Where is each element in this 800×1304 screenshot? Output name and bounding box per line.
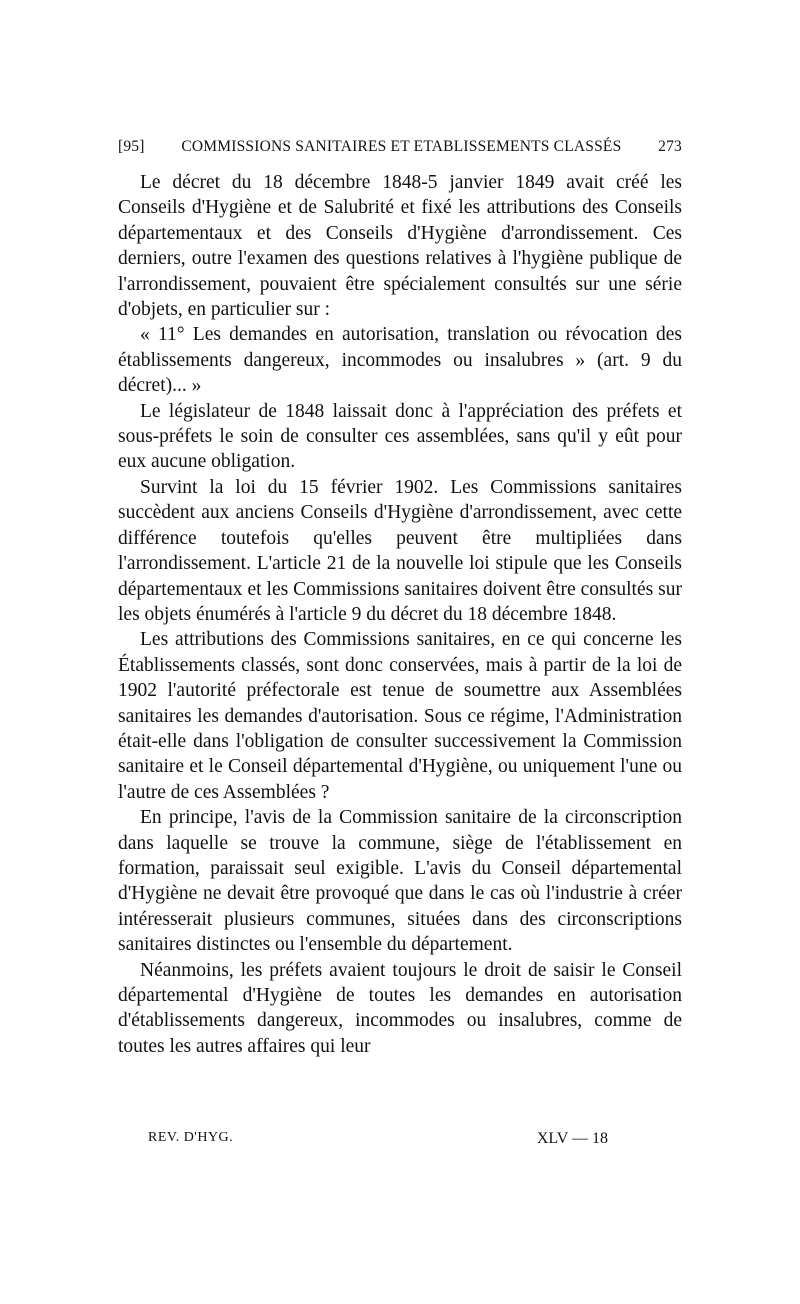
paragraph: Les attributions des Commissions sanitaires, en ce qui concerne les Établissements classés, sont donc conservées, mais à partir de la loi de 1902 l'autorité préfectorale est tenue de soumettre aux Assemblées sanitaires les demandes d'autorisation. Sous ce régime, l'Administration était-elle dans l'obligation de consulter successivement la Commission sanitaire et le Conseil départemental d'Hygiène, ou uniquement l'une ou l'autre de ces Assemblées ? (118, 629, 682, 803)
running-header (118, 138, 682, 156)
paragraph: « 11° Les demandes en autorisation, translation ou révocation des établissements dangereux, incommodes ou insalubres » (art. 9 du décret)... » (118, 324, 682, 397)
paragraph: Le décret du 18 décembre 1848-5 janvier 1849 avait créé les Conseils d'Hygiène et de Salubrité et fixé les attributions des Conseils départementaux et des Conseils d'Hygiène d'arrondissement. Ces derniers, outre l'examen des questions relatives à l'hygiène publique de l'arrondissement, pouvaient être spécialement consultés sur une série d'objets, en particulier sur : (118, 172, 682, 321)
paragraph: Néanmoins, les préfets avaient toujours le droit de saisir le Conseil départemental d'Hygiène de toutes les demandes en autorisation d'établissements dangereux, incommodes ou insalubres, comme de toutes les autres affaires qui leur (118, 959, 682, 1057)
page-body (118, 170, 682, 1059)
header-title: COMMISSIONS SANITAIRES ET ETABLISSEMENTS CLASSÉS (181, 138, 622, 155)
page-footer (148, 1130, 608, 1148)
footer-signature: XLV — 18 (536, 1130, 608, 1147)
paragraph: Le législateur de 1848 laissait donc à l'appréciation des préfets et sous-préfets le soin de consulter ces assemblées, sans qu'il y eût pour eux aucune obligation. (118, 400, 682, 473)
footer-journal: REV. D'HYG. (148, 1130, 234, 1145)
paragraph: En principe, l'avis de la Commission sanitaire de la circonscription dans laquelle se trouve la commune, siège de l'établissement en formation, paraissait seul exigible. L'avis du Conseil départemental d'Hygiène ne devait être provoqué que dans le cas où l'industrie à créer intéresserait plusieurs communes, situées dans des circonscriptions sanitaires distinctes ou l'ensemble du département. (118, 807, 682, 956)
paragraph: Survint la loi du 15 février 1902. Les Commissions sanitaires succèdent aux anciens Conseils d'Hygiène d'arrondissement, avec cette différence toutefois qu'elles peuvent être multipliées dans l'arrondissement. L'article 21 de la nouvelle loi stipule que les Conseils départementaux et les Commissions sanitaires doivent être consultés sur les objets énumérés à l'article 9 du décret du 18 décembre 1848. (118, 476, 682, 625)
header-left: [95] (118, 138, 145, 155)
page-number: 273 (658, 138, 682, 155)
